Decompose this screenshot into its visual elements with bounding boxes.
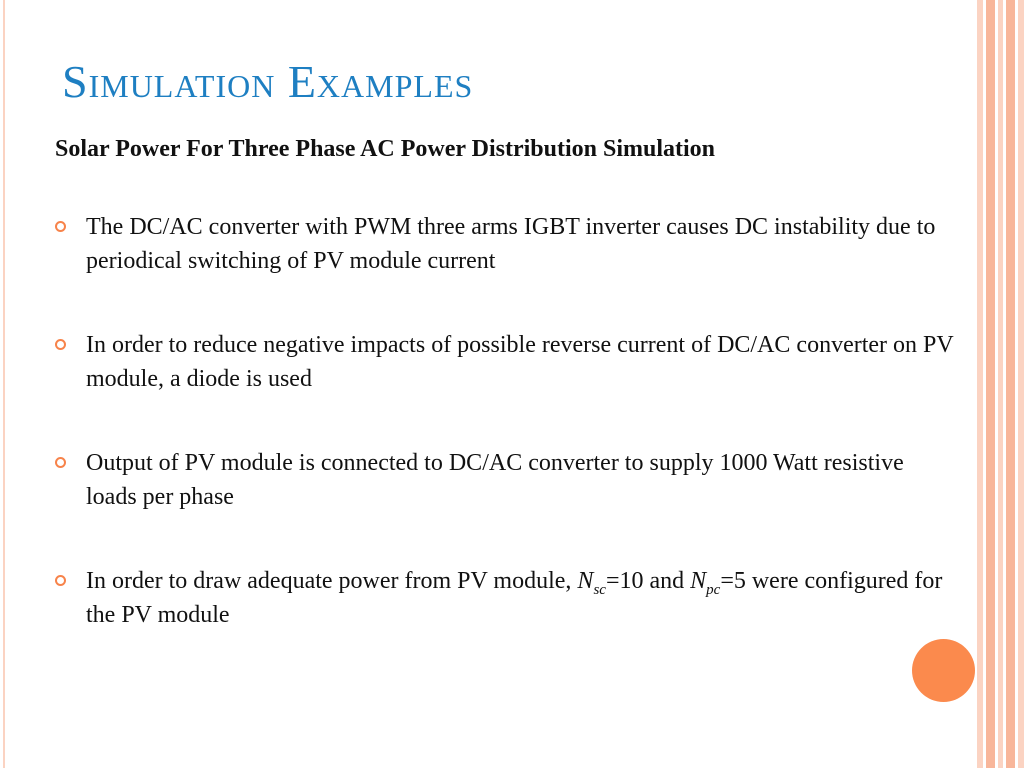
subscript-pc: pc — [706, 581, 721, 598]
symbol-n-pc: N — [690, 568, 707, 594]
bullet-item — [55, 210, 955, 278]
decorative-stripe — [986, 0, 995, 768]
decorative-stripe — [1006, 0, 1015, 768]
slide-subtitle: Solar Power For Three Phase AC Power Distribution Simulation — [55, 136, 716, 162]
bullet-text: Output of PV module is connected to DC/AC converter to supply 1000 Watt resistive loads per phase — [86, 450, 904, 510]
bullet-item — [55, 328, 955, 396]
decorative-stripe — [1018, 0, 1024, 768]
bullet-text — [86, 568, 942, 628]
bullet-circle-icon — [55, 575, 66, 586]
bullet-item — [55, 564, 955, 632]
subscript-sc: sc — [593, 581, 606, 598]
bullet-text-part: =5 were configured for the PV module — [86, 568, 943, 628]
bullet-item — [55, 446, 955, 514]
decorative-stripe — [998, 0, 1003, 768]
bullet-text-part: =10 and — [605, 568, 691, 594]
symbol-n-sc: N — [577, 568, 594, 594]
left-border-line — [3, 0, 5, 768]
bullet-list — [55, 210, 955, 632]
bullet-text-part: In order to draw adequate power from PV module, — [86, 568, 578, 594]
bullet-circle-icon — [55, 221, 66, 232]
bullet-text: The DC/AC converter with PWM three arms IGBT inverter causes DC instability due to periodical switching of PV module current — [86, 214, 936, 274]
bullet-circle-icon — [55, 339, 66, 350]
slide-title: Simulation Examples — [62, 56, 474, 107]
bullet-circle-icon — [55, 457, 66, 468]
bullet-text: In order to reduce negative impacts of possible reverse current of DC/AC converter on PV module, a diode is used — [86, 332, 954, 392]
decorative-stripe — [977, 0, 983, 768]
decorative-circle — [912, 639, 975, 702]
